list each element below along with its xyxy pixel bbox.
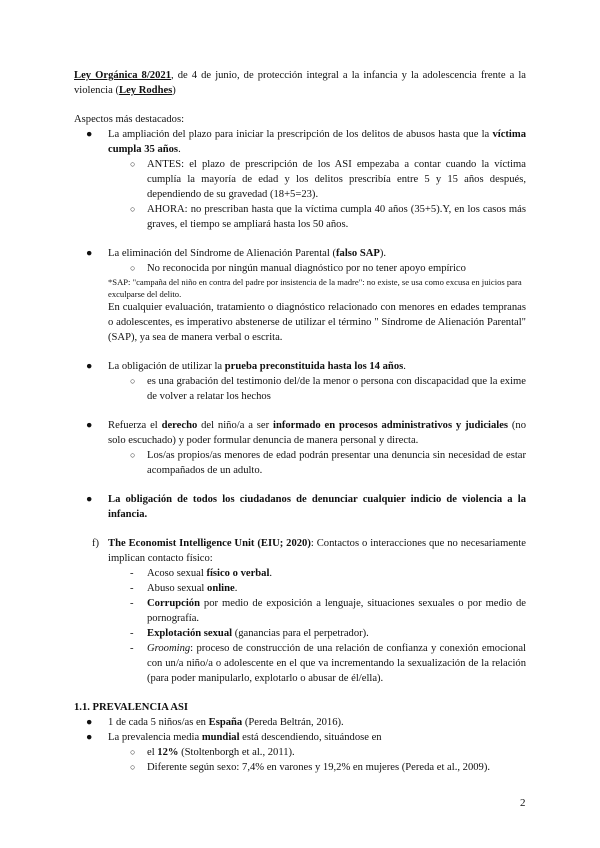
list-item: ● La obligación de utilizar la prueba preconstituida hasta los 14 años. (86, 361, 406, 372)
hollow-bullet-icon: ○ (130, 159, 136, 169)
sub-list-item: ○ el 12% (Stoltenborgh et al., 2011). (130, 747, 295, 758)
dash-item: - Grooming: proceso de construcción de una relación de confianza y conexión emocional con un/a niño/a o adolescente en el que va incrementando la sexualización de la relación (para poder manipularlo, explotarlo o abusar de él/ella). (130, 643, 526, 684)
hollow-bullet-icon: ○ (130, 204, 136, 214)
dash-item: - Abuso sexual online. (130, 583, 238, 594)
document-page (74, 68, 526, 775)
bullet-icon: ● (86, 129, 93, 140)
dash-item: - Explotación sexual (ganancias para el perpetrador). (130, 628, 369, 639)
list-item: ● La prevalencia media mundial está descendiendo, situándose en (86, 732, 382, 743)
list-item: ● 1 de cada 5 niños/as en España (Pereda Beltrán, 2016). (86, 717, 344, 728)
hollow-bullet-icon: ○ (130, 376, 136, 386)
bullet-icon: ● (86, 420, 93, 431)
dash-item: - Acoso sexual físico o verbal. (130, 568, 273, 579)
law-intro: Ley Orgánica 8/2021, de 4 de junio, de protección integral a la infancia y la adolescencia frente a la violencia (Ley Rodhes) (74, 70, 526, 96)
dash-icon: - (130, 643, 134, 654)
law-short-name: Ley Rodhes (119, 85, 173, 96)
dash-icon: - (130, 583, 134, 594)
bullet-icon: ● (86, 361, 93, 372)
law-title: Ley Orgánica 8/2021 (74, 70, 171, 81)
sub-list-item: ○ No reconocida por ningún manual diagnóstico por no tener apoyo empírico (130, 263, 466, 274)
sub-list-item: ○ Los/as propios/as menores de edad podrán presentar una denuncia sin necesidad de estar acompañados de un adulto. (130, 450, 526, 476)
sub-list-item: ○ ANTES: el plazo de prescripción de los ASI empezaba a contar cuando la víctima cumplía la mayoría de edad y los delitos prescribía entre 5 y 15 años después, dependiendo de su gravedad (18+5=23). (130, 159, 526, 200)
aspects-label: Aspectos más destacados: (74, 114, 185, 125)
bullet-icon: ● (86, 248, 93, 259)
dash-icon: - (130, 628, 134, 639)
list-marker: f) (92, 538, 100, 549)
list-item: ● Refuerza el derecho del niño/a a ser informado en procesos administrativos y judiciales (no solo escuchado) y poder formular denuncia de manera personal y directa. (86, 420, 527, 446)
sub-list-item: ○ AHORA: no prescriban hasta que la víctima cumpla 40 años (35+5).Y, en los casos más graves, el tiempo se ampliará hasta los 50 años. (130, 204, 526, 230)
hollow-bullet-icon: ○ (130, 263, 136, 273)
section-heading: 1.1. PREVALENCIA ASI (74, 702, 189, 713)
bullet-icon: ● (86, 717, 93, 728)
list-item: ● La ampliación del plazo para iniciar la prescripción de los delitos de abusos hasta que la víctima cumpla 35 años. (86, 129, 526, 155)
list-item-f: f) The Economist Intelligence Unit (EIU; 2020): Contactos o interacciones que no necesariamente implican contacto físico: (92, 538, 526, 564)
hollow-bullet-icon: ○ (130, 762, 136, 772)
bullet-icon: ● (86, 494, 93, 505)
list-item: ● La eliminación del Síndrome de Alienación Parental (falso SAP). (86, 248, 387, 259)
hollow-bullet-icon: ○ (130, 747, 136, 757)
dash-item: - Corrupción por medio de exposición a lenguaje, situaciones sexuales o por medio de pornografía. (130, 598, 526, 624)
sub-list-item: ○ es una grabación del testimonio del/de la menor o persona con discapacidad que la exime de volver a relatar los hechos (130, 376, 526, 402)
list-item: ● La obligación de todos los ciudadanos de denunciar cualquier indicio de violencia a la infancia. (86, 494, 526, 520)
hollow-bullet-icon: ○ (130, 450, 136, 460)
sub-list-item: ○ Diferente según sexo: 7,4% en varones y 19,2% en mujeres (Pereda et al., 2009). (130, 762, 491, 773)
dash-icon: - (130, 568, 134, 579)
sap-paragraph: En cualquier evaluación, tratamiento o diagnóstico relacionado con menores en edades tempranas o adolescentes, es imperativo abstenerse de utilizar el término " Síndrome de Alienación Parental" (SAP), ya sea de manera verbal o escrita. (108, 302, 526, 343)
bullet-icon: ● (86, 732, 93, 743)
dash-icon: - (130, 598, 134, 609)
page-number: 2 (520, 797, 526, 809)
sap-note: *SAP: "campaña del niño en contra del padre por insistencia de la madre": no existe, se usa como excusa en juicios para exculparse del delito. (108, 277, 522, 299)
